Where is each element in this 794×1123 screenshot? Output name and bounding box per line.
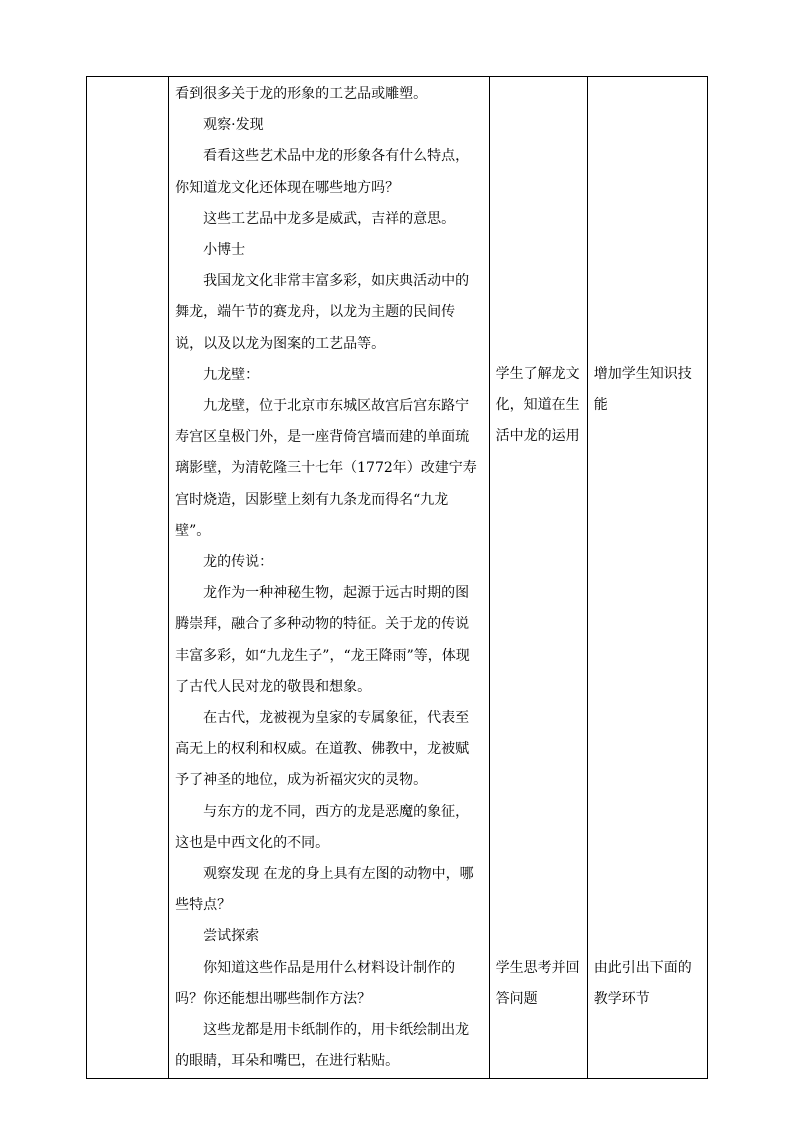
content-paragraph: 龙作为一种神秘生物，起源于远古时期的图腾崇拜，融合了多种动物的特征。关于龙的传说丰富多彩，如“九龙生子”，“龙王降雨”等，体现了古代人民对龙的敬畏和想象。 bbox=[175, 585, 470, 695]
content-paragraph: 与东方的龙不同，西方的龙是恶魔的象征，这也是中西文化的不同。 bbox=[175, 803, 470, 851]
content-paragraph: 你知道这些作品是用什么材料设计制作的吗？你还能想出哪些制作方法？ bbox=[175, 959, 456, 1007]
content-paragraph: 看到很多关于龙的形象的工艺品或雕塑。 bbox=[175, 86, 428, 102]
content-paragraph: 我国龙文化非常丰富多彩，如庆典活动中的舞龙，端午节的赛龙舟，以龙为主题的民间传说，以及以龙为图案的工艺品等。 bbox=[175, 273, 470, 352]
design-intent-text-2: 由此引出下面的教学环节 bbox=[593, 960, 692, 1007]
student-activity-text-1: 学生了解龙文化，知道在生活中龙的运用 bbox=[495, 366, 580, 444]
content-paragraph: 这些工艺品中龙多是威武，吉祥的意思。 bbox=[203, 210, 456, 227]
teaching-content-cell bbox=[169, 77, 490, 1079]
teaching-content bbox=[169, 77, 489, 1078]
content-paragraph: 九龙壁，位于北京市东城区故宫后宫东路宁寿宫区皇极门外，是一座背倚宫墙而建的单面琉璃影壁，为清乾隆三十七年（1772年）改建宁寿宫时烧造，因影壁上刻有九条龙而得名“九龙壁”。 bbox=[175, 398, 477, 539]
content-paragraph: 看看这些艺术品中龙的形象各有什么特点，你知道龙文化还体现在哪些地方吗？ bbox=[175, 148, 470, 196]
stage-cell bbox=[87, 77, 169, 1079]
content-paragraph: 小博士 bbox=[203, 242, 246, 259]
content-paragraph: 九龙壁： bbox=[203, 366, 260, 383]
design-intent-text-1: 增加学生知识技能 bbox=[593, 366, 692, 413]
content-paragraph: 龙的传说： bbox=[203, 554, 274, 571]
content-paragraph: 尝试探索 bbox=[203, 928, 260, 945]
lesson-plan-table bbox=[86, 76, 708, 1079]
design-intent-cell bbox=[587, 77, 707, 1079]
student-activity-cell bbox=[489, 77, 587, 1079]
content-paragraph: 在古代，龙被视为皇家的专属象征，代表至高无上的权利和权威。在道教、佛教中，龙被赋予了神圣的地位，成为祈福灾灾的灵物。 bbox=[175, 710, 470, 789]
table-row bbox=[87, 77, 708, 1079]
student-activity-text-2: 学生思考并回答问题 bbox=[495, 960, 580, 1007]
content-paragraph: 观察·发现 bbox=[203, 117, 264, 134]
content-paragraph: 这些龙都是用卡纸制作的，用卡纸绘制出龙的眼睛，耳朵和嘴巴，在进行粘贴。 bbox=[175, 1022, 470, 1070]
content-paragraph: 观察发现 在龙的身上具有左图的动物中，哪些特点？ bbox=[175, 866, 474, 914]
